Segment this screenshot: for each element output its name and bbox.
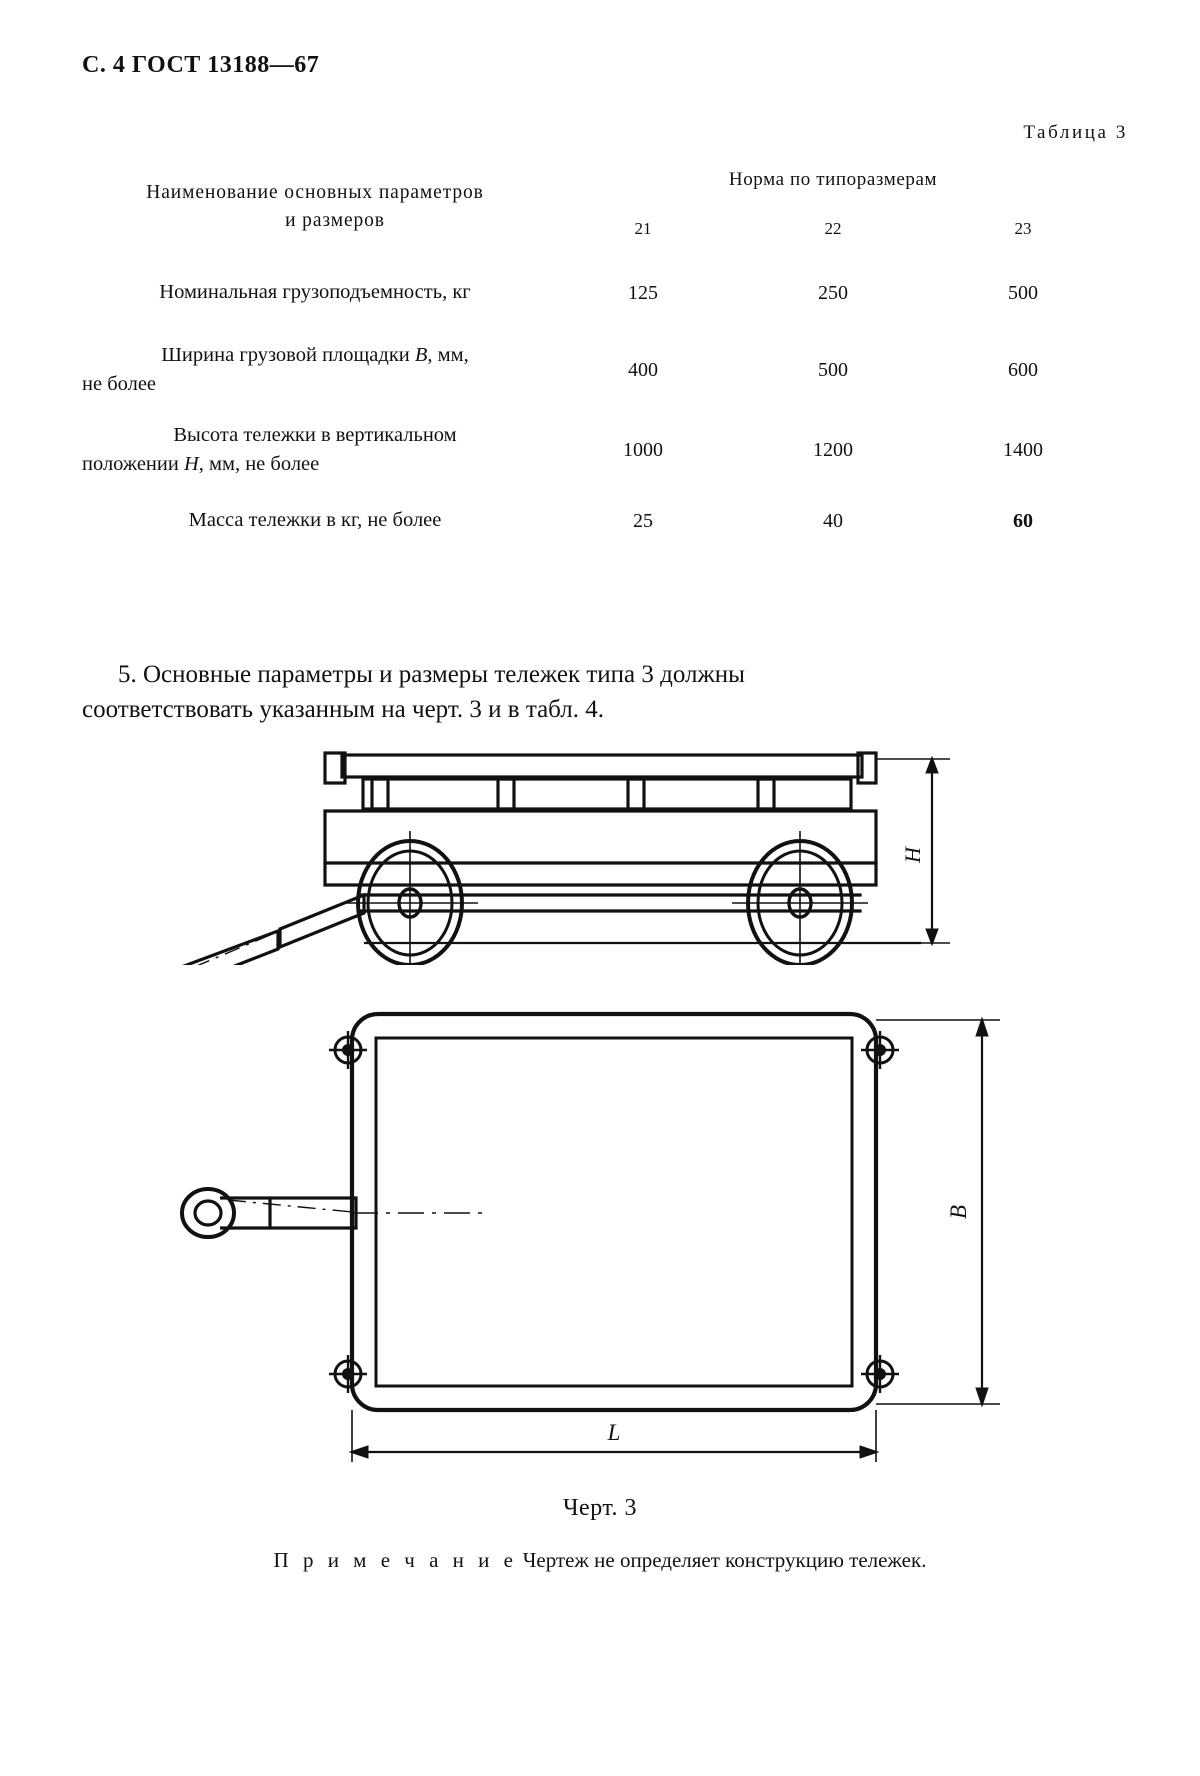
table-row — [82, 256, 1118, 330]
caster-bottom-left — [329, 1355, 367, 1393]
drawbar-plan — [182, 1189, 490, 1237]
wheel-rear-centerline — [732, 831, 868, 965]
symbol-b: B — [414, 343, 428, 366]
row-label-cart-height — [82, 410, 548, 490]
dimension-length-label: L — [607, 1420, 621, 1445]
dimension-width — [876, 1018, 1000, 1406]
caster-top-right-center — [876, 1046, 885, 1055]
page-header: С. 4 ГОСТ 13188—67 — [82, 52, 320, 78]
table-row — [82, 490, 1118, 552]
deck-block-4 — [758, 779, 774, 809]
dimension-height-label: H — [900, 847, 925, 863]
figure-plan-view — [120, 1000, 1080, 1480]
row-value-23: 60 — [1013, 509, 1034, 532]
drawbar — [148, 895, 364, 965]
plan-view-drawing — [120, 1000, 1080, 1480]
table-row — [82, 330, 1118, 410]
figure-note-text: Чертеж не определяет конструкцию тележек. — [522, 1548, 927, 1572]
wheel-rear — [732, 831, 868, 965]
deck-top — [342, 755, 862, 777]
table-caption: Таблица 3 — [1023, 122, 1128, 143]
caster-bottom-right-center — [876, 1370, 885, 1379]
row-label-cart-mass: Масса тележки в кг, не более — [188, 509, 442, 532]
header-parameter-line2: и размеров — [285, 210, 385, 231]
platform-outer-frame — [352, 1014, 876, 1410]
caster-bottom-right — [861, 1355, 899, 1393]
row-label-load-capacity: Номинальная грузоподъемность, кг — [159, 281, 471, 304]
row-value-22: 500 — [818, 358, 848, 381]
paragraph-5 — [82, 658, 1118, 727]
caster-top-left — [329, 1031, 367, 1069]
symbol-h: H — [183, 453, 199, 475]
row-value-21: 25 — [633, 509, 653, 532]
drawbar-handle — [164, 931, 278, 965]
drawbar-plan-eye-inner — [195, 1201, 221, 1225]
header-size-22: 22 — [824, 219, 842, 238]
deck-block-1 — [372, 779, 388, 809]
figure-note-prefix: П р и м е ч а н и е — [273, 1548, 518, 1572]
header-parameter-line1: Наименование основных параметров — [146, 181, 484, 203]
deck-beam — [363, 779, 851, 809]
row-label-platform-width — [82, 330, 548, 410]
figure-side-view — [120, 735, 1080, 965]
side-view-drawing — [120, 735, 1080, 965]
caster-top-left-center — [344, 1046, 353, 1055]
row-value-21: 1000 — [623, 438, 663, 461]
row-value-21: 125 — [628, 281, 658, 304]
row-label-cart-height-line2 — [82, 450, 548, 479]
caster-marks — [329, 1031, 899, 1393]
row-label-cart-height-line1: Высота тележки в вертикальном — [173, 423, 457, 446]
caster-bottom-left-center — [344, 1370, 353, 1379]
row-value-22: 250 — [818, 281, 848, 304]
row-label-platform-width-line2: не более — [82, 373, 157, 395]
table-header-row-group — [82, 158, 1118, 202]
platform-inner-edge — [376, 1038, 852, 1386]
header-size-21: 21 — [634, 219, 652, 238]
drawbar-plan-shaft — [270, 1198, 356, 1228]
row-label-cart-height-line2-pre: положении — [82, 453, 184, 475]
deck-block-3 — [628, 779, 644, 809]
paragraph-5-line2: соответствовать указанным на черт. 3 и в табл. 4. — [82, 695, 604, 723]
row-label-platform-width-post: , мм, — [427, 343, 469, 366]
specification-table — [82, 158, 1118, 552]
deck-block-2 — [498, 779, 514, 809]
row-value-22: 40 — [823, 509, 843, 532]
frame-body — [325, 811, 876, 863]
drawbar-plan-eye-outer — [182, 1189, 234, 1237]
figure-note — [0, 1548, 1200, 1573]
dimension-width-label: B — [946, 1204, 971, 1220]
frame-lower-rail — [325, 863, 876, 885]
row-value-21: 400 — [628, 358, 658, 381]
table-row — [82, 410, 1118, 490]
row-label-cart-height-line2-post: , мм, не более — [198, 453, 320, 475]
header-parameter-column — [82, 158, 548, 256]
paragraph-5-line1: 5. Основные параметры и размеры тележек типа 3 должны — [118, 661, 745, 688]
header-group-norm: Норма по типоразмерам — [728, 169, 938, 190]
row-value-23: 500 — [1008, 281, 1039, 304]
figure-caption: Черт. 3 — [562, 1495, 638, 1521]
row-value-23: 600 — [1008, 358, 1039, 381]
row-label-platform-width-pre: Ширина грузовой площадки — [161, 343, 415, 366]
row-value-23: 1400 — [1003, 438, 1044, 461]
drawbar-plan-centerline — [228, 1200, 352, 1212]
row-value-22: 1200 — [813, 438, 853, 461]
drawbar-plan-neck — [220, 1198, 270, 1228]
header-size-23: 23 — [1014, 219, 1032, 238]
caster-top-right — [861, 1031, 899, 1069]
